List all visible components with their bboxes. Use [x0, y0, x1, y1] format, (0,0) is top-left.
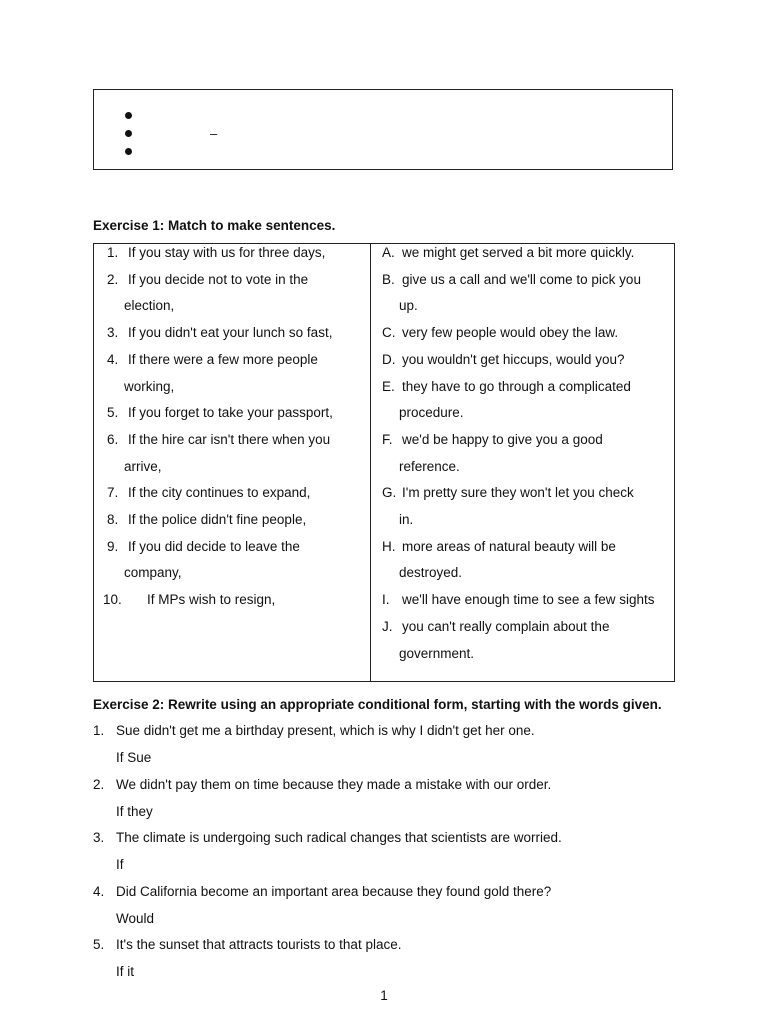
- condition-text: company,: [124, 565, 182, 581]
- exercise2-number: 3.: [93, 830, 105, 846]
- exercise2-starter: Would: [116, 910, 155, 926]
- exercise2-sentence: Did California become an important area because they found gold there?: [116, 883, 552, 899]
- result-letter: I.: [382, 592, 390, 608]
- result-letter: J.: [382, 618, 393, 634]
- result-letter: A.: [382, 245, 395, 260]
- exercise2-sentence: Sue didn't get me a birthday present, which is why I didn't get her one.: [116, 723, 535, 738]
- objectives-box: [93, 89, 673, 170]
- exercise2-starter: If Sue: [116, 750, 152, 765]
- result-text: we'll have enough time to see a few sights: [402, 592, 655, 608]
- bullet-icon: [125, 112, 132, 119]
- condition-number: 2.: [107, 271, 119, 287]
- result-text: you wouldn't get hiccups, would you?: [402, 351, 625, 367]
- condition-text: If you forget to take your passport,: [128, 405, 333, 421]
- exercise2-number: 4.: [93, 883, 105, 899]
- exercise2-sentence: We didn't pay them on time because they made a mistake with our order.: [116, 776, 552, 792]
- result-text: I'm pretty sure they won't let you check: [402, 485, 634, 501]
- result-letter: C.: [382, 325, 396, 341]
- condition-text: If there were a few more people: [128, 351, 318, 367]
- result-text: reference.: [399, 458, 460, 474]
- condition-number: 5.: [107, 405, 119, 421]
- exercise1-table: [93, 243, 675, 682]
- condition-number: 7.: [107, 485, 119, 501]
- exercise2-sentence: It's the sunset that attracts tourists to that place.: [116, 937, 402, 953]
- condition-text: working,: [124, 378, 175, 394]
- result-letter: D.: [382, 351, 396, 367]
- condition-text: arrive,: [124, 458, 162, 474]
- exercise2-number: 1.: [93, 723, 105, 738]
- result-letter: F.: [382, 431, 393, 447]
- result-text: more areas of natural beauty will be: [402, 538, 616, 554]
- result-text: you can't really complain about the: [402, 618, 610, 634]
- dash-mark: –: [210, 126, 218, 141]
- condition-number: 1.: [107, 245, 119, 260]
- column-divider: [370, 244, 371, 681]
- result-text: destroyed.: [399, 565, 463, 581]
- condition-text: If you stay with us for three days,: [128, 245, 326, 260]
- result-letter: G.: [382, 485, 397, 501]
- condition-text: If you didn't eat your lunch so fast,: [128, 325, 333, 341]
- condition-number: 10.: [103, 592, 122, 608]
- result-text: up.: [399, 298, 418, 314]
- result-letter: B.: [382, 271, 395, 287]
- condition-text: If the city continues to expand,: [128, 485, 311, 501]
- exercise2-starter: If: [116, 857, 124, 873]
- page-number: 1: [380, 988, 388, 1003]
- exercise2-starter: If it: [116, 964, 135, 980]
- result-text: we'd be happy to give you a good: [402, 431, 603, 447]
- condition-number: 6.: [107, 431, 119, 447]
- result-text: procedure.: [399, 405, 464, 421]
- bullet-icon: [125, 130, 132, 137]
- condition-text: election,: [124, 298, 175, 314]
- condition-number: 8.: [107, 512, 119, 527]
- bullet-icon: [125, 148, 132, 155]
- result-letter: E.: [382, 378, 395, 394]
- exercise2-starter: If they: [116, 803, 153, 819]
- exercise2-number: 5.: [93, 937, 105, 953]
- result-text: very few people would obey the law.: [402, 325, 619, 341]
- result-letter: H.: [382, 538, 396, 554]
- condition-text: If the hire car isn't there when you: [128, 431, 331, 447]
- exercise2-number: 2.: [93, 776, 105, 792]
- exercise1-heading: Exercise 1: Match to make sentences.: [93, 218, 336, 233]
- condition-text: If you did decide to leave the: [128, 538, 300, 554]
- result-text: government.: [399, 645, 475, 661]
- exercise2-heading: Exercise 2: Rewrite using an appropriate conditional form, starting with the words given.: [93, 697, 662, 712]
- result-text: in.: [399, 512, 414, 527]
- exercise2-sentence: The climate is undergoing such radical changes that scientists are worried.: [116, 830, 562, 846]
- condition-number: 4.: [107, 351, 119, 367]
- result-text: they have to go through a complicated: [402, 378, 631, 394]
- condition-text: If MPs wish to resign,: [147, 592, 276, 608]
- condition-text: If the police didn't fine people,: [128, 512, 307, 527]
- result-text: we might get served a bit more quickly.: [402, 245, 635, 260]
- condition-text: If you decide not to vote in the: [128, 271, 309, 287]
- result-text: give us a call and we'll come to pick you: [402, 271, 641, 287]
- condition-number: 9.: [107, 538, 119, 554]
- condition-number: 3.: [107, 325, 119, 341]
